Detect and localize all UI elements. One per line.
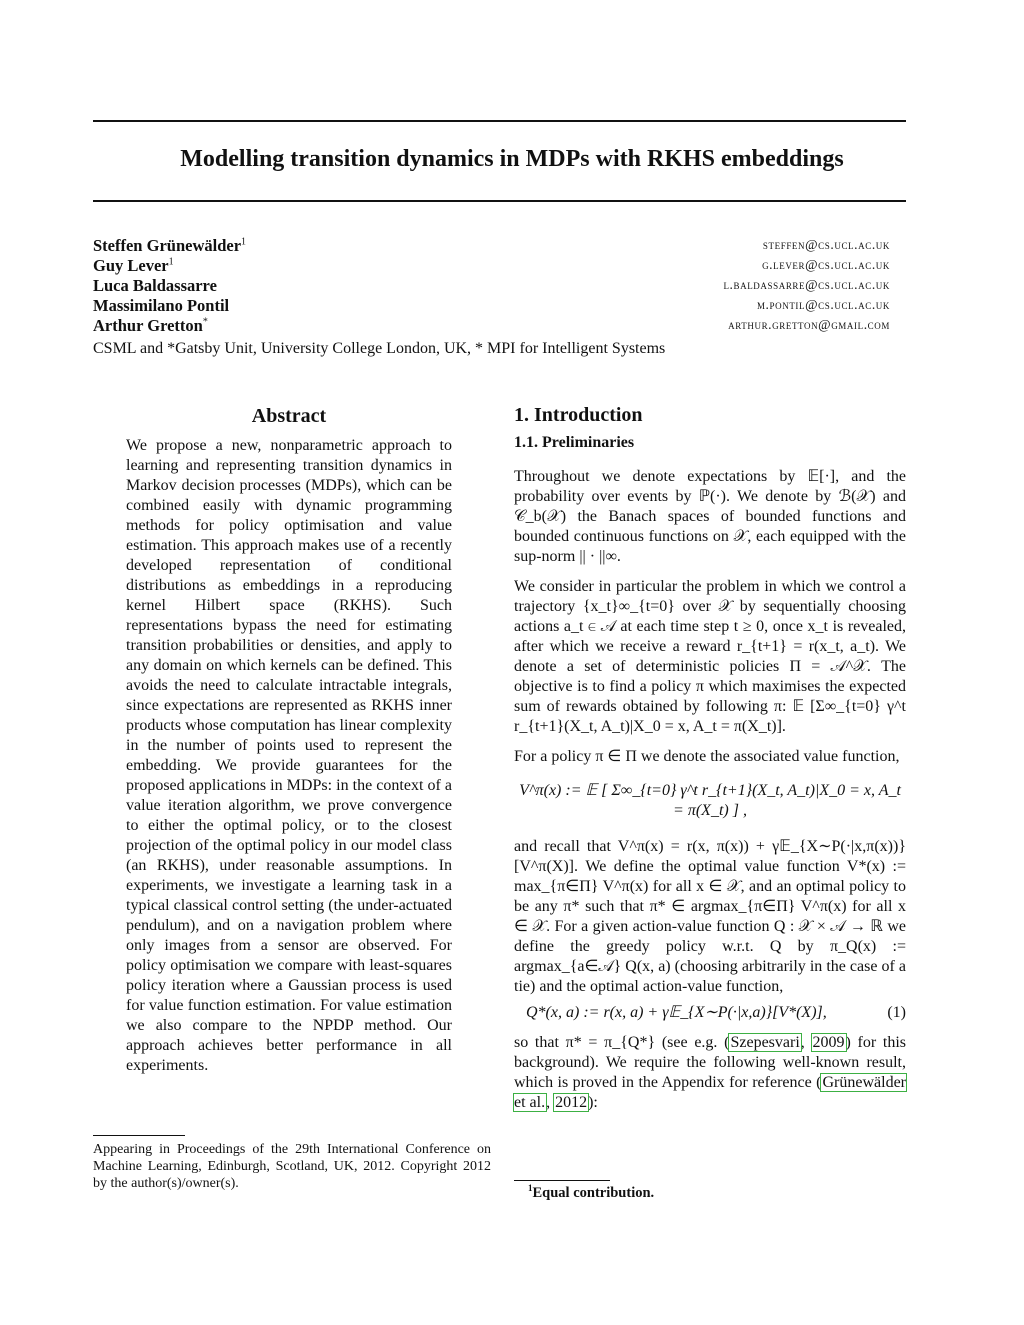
author-row [93, 296, 890, 316]
abstract-text: We propose a new, nonparametric approach to learning and representing transition dynamics in Markov decision processes (MDPs), which can be combined easily with dynamic programming methods for policy optimisation and value estimation. This approach makes use of a recently developed representation of conditional distributions as embeddings in a reproducing kernel Hilbert space (RKHS). Such representations bypass the need for estimating transition probabilities or densities, and apply to any domain on which kernels can be defined. This avoids the need to calculate intractable integrals, since expectations are represented as RKHS inner products whose computation has linear complexity in the number of points used to represent the embedding. We provide guarantees for the proposed applications in MDPs: in the context of a value iteration algorithm, we prove convergence to either the optimal policy, or to the closest projection of the optimal policy in our model class (an RKHS), under reasonable assumptions. In experiments, we investigate a learning task in a typical classical control setting (the under-actuated pendulum), and on a navigation problem where only images from a sensor are observed. For policy optimisation we compare with least-squares policy iteration where a Gaussian process is used for value function estimation. For value estimation we also compare to the NPDP method. Our approach achieves better performance in all experiments. [126, 437, 452, 1074]
author-name: Massimilano Pontil [93, 296, 230, 315]
title-bottom-rule [93, 200, 906, 202]
author-email[interactable]: arthur.gretton@gmail.com [728, 317, 890, 332]
paragraph: For a policy π ∈ Π we denote the associated value function, [514, 748, 900, 765]
footnote-rule [93, 1135, 185, 1136]
author-email[interactable]: l.baldassarre@cs.ucl.ac.uk [723, 277, 890, 292]
author-email[interactable]: m.pontil@cs.ucl.ac.uk [756, 297, 890, 312]
paragraph: and recall that V^π(x) = r(x, π(x)) + γ𝔼_{X∼P(·|x,π(x))}[V^π(X)]. We define the optimal value function V*(x) := max_{π∈Π} V^π(x) for all x ∈ 𝒳, and an optimal policy to be any π* such that π* ∈ argmax_{π∈Π} V^π(x) for all x ∈ 𝒳. For a given action-value function Q : 𝒳 × 𝒜 → ℝ we define the greedy policy w.r.t. Q by π_Q(x) := argmax_{a∈𝒜} Q(x, a) (choosing arbitrarily in the case of a tie) and the optimal action-value function, [514, 838, 906, 995]
abstract-heading: Abstract [251, 405, 327, 427]
abstract-column [126, 405, 452, 1076]
author-email[interactable]: steffen@cs.ucl.ac.uk [762, 237, 890, 252]
affiliation: CSML and *Gatsby Unit, University College London, UK, * MPI for Intelligent Systems [93, 340, 666, 357]
footnote-rule [514, 1180, 610, 1181]
paragraph: We consider in particular the problem in which we control a trajectory {x_t}∞_{t=0} over 𝒳 by sequentially choosing actions a_t ∈ 𝒜 at each time step t ≥ 0, once x_t is revealed, after which we receive a reward r_{t+1} = r(x_t, a_t). We denote a set of deterministic policies Π = 𝒜^𝒳. The objective is to find a policy π which maximises the expected sum of rewards obtained by following π: 𝔼 [Σ∞_{t=0} γ^t r_{t+1}(X_t, A_t)|X_0 = x, A_t = π(X_t)]. [514, 578, 906, 735]
citation-link[interactable]: 2012 [555, 1094, 588, 1111]
author-name: Luca Baldassarre [93, 276, 217, 295]
author-email[interactable]: g.lever@cs.ucl.ac.uk [762, 257, 890, 272]
author-row [93, 316, 890, 336]
title-top-rule [93, 120, 906, 122]
equation-number: (1) [887, 1004, 906, 1021]
citation-link[interactable]: Grünewälder et al. [514, 1074, 906, 1111]
paragraph: Throughout we denote expectations by 𝔼[·], and the probability over events by ℙ(·). We denote by ℬ(𝒳) and 𝒞_b(𝒳) the Banach spaces of bounded functions and bounded continuous functions on 𝒳, each equipped with the sup-norm || · ||∞. [514, 468, 906, 565]
value-function-equation: V^π(x) := 𝔼 [ Σ∞_{t=0} γ^t r_{t+1}(X_t, A_t)|X_0 = x, A_t = π(X_t) ] , [519, 782, 901, 819]
conference-footnote: Appearing in Proceedings of the 29th International Conference on Machine Learning, Edinburgh, Scotland, UK, 2012. Copyright 2012 by the author(s)/owner(s). [93, 1142, 491, 1191]
equal-contribution-footnote: $^1$Equal contribution. [528, 1183, 655, 1201]
paragraph: so that π* = π_{Q*} (see e.g. (Szepesvari, 2009) for this background). We require the following well-known result, which is proved in the Appendix for reference (Grünewälder et al., 2012): [514, 1034, 907, 1111]
paper-title: Modelling transition dynamics in MDPs with RKHS embeddings [180, 146, 844, 172]
author-row [93, 236, 890, 256]
section-heading: 1. Introduction [514, 404, 643, 426]
subsection-heading: 1.1. Preliminaries [514, 434, 635, 451]
citation-link[interactable]: 2009 [812, 1034, 845, 1051]
author-row [93, 256, 890, 276]
author-name: Arthur Gretton* [93, 316, 208, 335]
intro-column [514, 405, 906, 1113]
equation-body: Q*(x, a) := r(x, a) + γ𝔼_{X∼P(·|x,a)}[V*(X)], [526, 1004, 827, 1021]
citation-link[interactable]: Szepesvari [730, 1034, 800, 1051]
equation-1 [514, 1003, 906, 1023]
author-row [93, 276, 890, 296]
author-name: Guy Lever$^1$ [93, 256, 174, 275]
author-name: Steffen Grünewälder$^1$ [93, 236, 247, 255]
